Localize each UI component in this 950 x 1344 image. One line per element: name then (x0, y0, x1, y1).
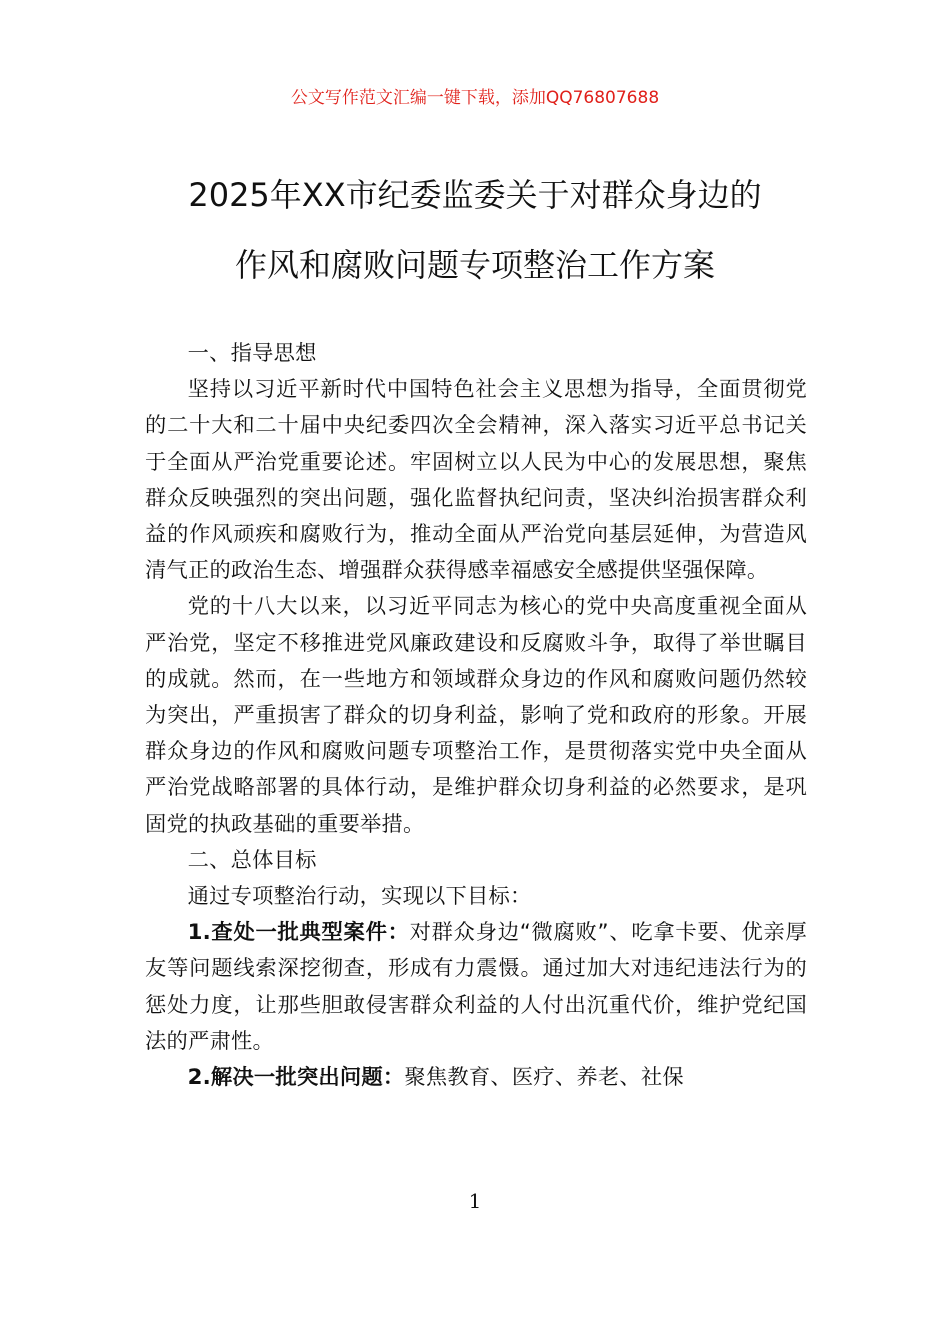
page-number: 1 (468, 1189, 482, 1213)
goal-item-1-text: 对群众身边“微腐败”、吃拿卡要、优亲厚友等问题线索深挖彻查，形成有力震慑。通过加大对违纪违法行为的惩处力度，让那些胆敢侵害群众利益的人付出沉重代价，维护党纪国法的严肃性。 (145, 920, 807, 1054)
goal-item-1-label: 1.查处一批典型案件： (187, 920, 410, 946)
paragraph-goals-intro: 通过专项整治行动，实现以下目标： (187, 884, 532, 910)
section-heading-overall-goals: 二、总体目标 (187, 847, 317, 873)
paragraph-guiding-ideology-2: 党的十八大以来，以习近平同志为核心的党中央高度重视全面从严治党，坚定不移推进党风廉政建设和反腐败斗争，取得了举世瞩目的成就。然而，在一些地方和领域群众身边的作风和腐败问题仍然较为突出，严重损害了群众的切身利益，影响了党和政府的形象。开展群众身边的作风和腐败问题专项整治工作，是贯彻落实党中央全面从严治党战略部署的具体行动，是维护群众切身利益的必然要求，是巩固党的执政基础的重要举措。 (145, 594, 807, 837)
document-title-line-1: 2025年XX市纪委监委关于对群众身边的 (188, 176, 762, 214)
paragraph-guiding-ideology-1: 坚持以习近平新时代中国特色社会主义思想为指导，全面贯彻党的二十大和二十届中央纪委四次全会精神，深入落实习近平总书记关于全面从严治党重要论述。牢固树立以人民为中心的发展思想，聚焦群众反映强烈的突出问题，强化监督执纪问责，坚决纠治损害群众利益的作风顽疾和腐败行为，推动全面从严治党向基层延伸，为营造风清气正的政治生态、增强群众获得感幸福感安全感提供坚强保障。 (145, 377, 807, 584)
goal-item-1 (145, 915, 807, 1060)
document-body (145, 336, 807, 1096)
document-title-line-2: 作风和腐败问题专项整治工作方案 (234, 246, 715, 284)
download-notice: 公文写作范文汇编一键下载，添加QQ76807688 (290, 88, 660, 108)
section-heading-guiding-ideology: 一、指导思想 (187, 341, 317, 366)
goal-item-2 (145, 1060, 807, 1096)
goal-item-2-label: 2.解决一批突出问题： (187, 1065, 405, 1091)
goal-item-2-text: 聚焦教育、医疗、养老、社保 (404, 1065, 684, 1091)
